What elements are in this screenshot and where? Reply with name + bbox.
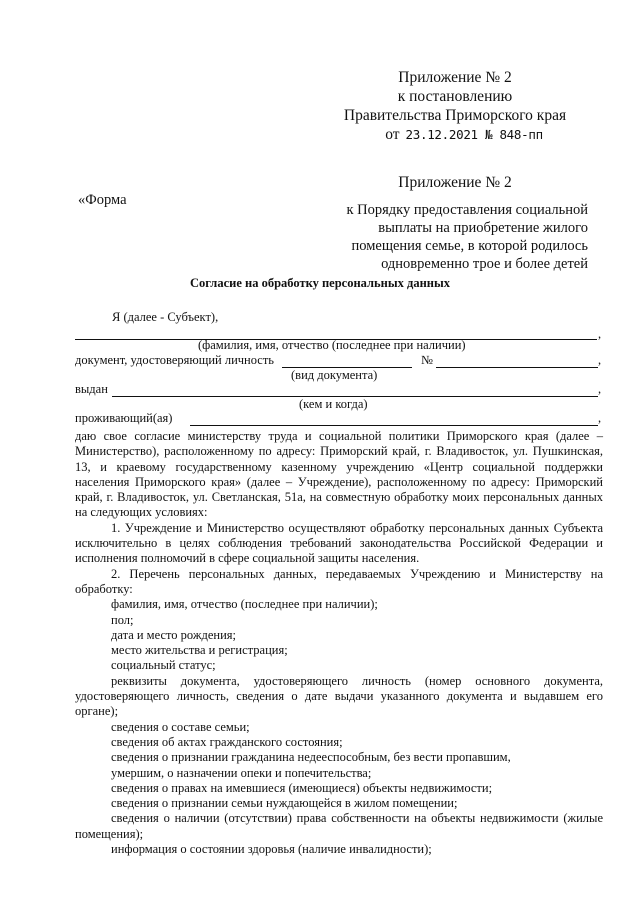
appendix-sub-text [326,201,588,273]
data-list-item: фамилия, имя, отчество (последнее при наличии); [111,597,378,612]
appendix-sub-line: к Порядку предоставления социальной [346,202,588,218]
appendix-sub-line: выплаты на приобретение жилого [378,220,588,236]
doc-number-field[interactable] [436,367,598,368]
form-label: «Форма [78,192,127,208]
appendix-date-number: 23.12.2021 № 848-пп [405,127,543,142]
data-list-item: сведения о признании семьи нуждающейся в жилом помещении; [111,796,458,811]
data-list-item: сведения о составе семьи; [111,719,250,734]
subject-label: Я (далее - Субъект), [112,310,219,324]
appendix-resolution-line: к постановлению [397,88,513,105]
doc-comma: , [598,353,602,367]
data-list-item: социальный статус; [111,658,216,673]
appendix-number: Приложение № 2 [398,69,512,86]
doc-label: документ, удостоверяющий личность [75,353,275,367]
appendix-header [330,68,580,144]
data-list-item: пол; [111,612,134,627]
consent-paragraph: даю свое согласие министерству труда и социальной политики Приморского края (далее – Министерство), расположенному по адресу: Приморский край, г. Владивосток, ул. Пушкинская, 13, и краевому государственному казенному учреждению «Центр социальной поддержки населения Приморского края» (далее – Учреждение), расположенному по адресу: Приморский край, г. Владивосток, ул. Светланская, 51а, на совместную обработку моих персональных данных на следующих условиях: [75,429,603,520]
issued-comma: , [598,382,602,396]
residing-comma: , [598,411,602,425]
appendix-sub-line: одновременно трое и более детей [381,256,588,272]
data-list-item: информация о состоянии здоровья (наличие инвалидности); [111,842,432,857]
data-list-item: сведения о правах на имевшиеся (имеющиеся) объекты недвижимости; [111,780,493,795]
appendix-government-line: Правительства Приморского края [343,107,567,124]
appendix-sub-line: помещения семье, в которой родилось [351,238,588,254]
residing-field[interactable] [190,425,598,426]
data-list-item: умершим, о назначении опеки и попечительства; [111,765,372,780]
data-list-item: сведения об актах гражданского состояния; [111,734,343,749]
data-list-item: реквизиты документа, удостоверяющего личность (номер основного документа, удостоверяющего личность, сведения о дате выдачи указанного документа и выдавшем его органе); [75,673,603,719]
consent-paragraph: 2. Перечень персональных данных, передаваемых Учреждению и Министерству на обработку: [75,566,603,596]
doc-type-caption: (вид документа) [291,368,378,382]
name-caption: (фамилия, имя, отчество (последнее при наличии) [198,338,466,352]
issued-caption: (кем и когда) [299,397,368,411]
data-list-item: сведения о признании гражданина недееспособным, без вести пропавшим, [111,750,511,765]
appendix-date-prefix: от [385,126,400,143]
issued-label: выдан [75,382,108,396]
name-comma: , [598,327,602,341]
appendix-sub-number: Приложение № 2 [398,174,512,191]
data-list-item: дата и место рождения; [111,627,237,642]
residing-label: проживающий(ая) [75,411,173,425]
consent-paragraph: 1. Учреждение и Министерство осуществляют обработку персональных данных Субъекта исключительно в целях соблюдения требований законодательства Российской Федерации и исполнения полномочий в сфере социальной защиты населения. [75,520,603,566]
appendix-date-line [348,125,580,144]
doc-number-sign: № [421,353,433,367]
data-list-item: место жительства и регистрация; [111,643,288,658]
document-title: Согласие на обработку персональных данных [189,276,450,290]
data-list-item: сведения о наличии (отсутствии) права собственности на объекты недвижимости (жилые помещения); [75,811,603,841]
consent-body [75,429,603,857]
